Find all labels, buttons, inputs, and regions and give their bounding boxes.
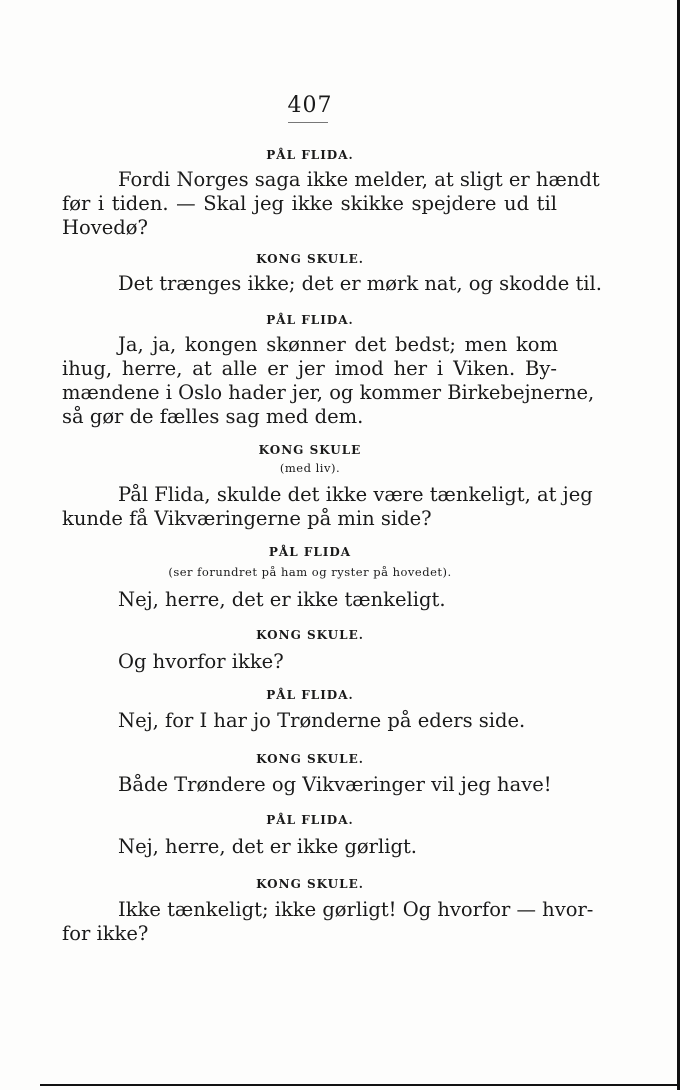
text-line: Nej, herre, det er ikke tænkeligt. bbox=[118, 588, 446, 611]
speaker-label: KONG SKULE bbox=[258, 443, 362, 457]
speaker-label: KONG SKULE. bbox=[256, 752, 364, 766]
stage-direction: (ser forundret på ham og ryster på hovedet). bbox=[168, 565, 452, 579]
speaker-label: PÅL FLIDA. bbox=[266, 688, 354, 702]
page-number-rule bbox=[288, 122, 328, 123]
text-line: Hovedø? bbox=[62, 216, 148, 239]
text-line: kunde få Vikværingerne på min side? bbox=[62, 507, 432, 530]
page-number: 407 bbox=[287, 93, 333, 118]
text-line: Det trænges ikke; det er mørk nat, og skodde til. bbox=[118, 272, 602, 295]
text-line: Pål Flida, skulde det ikke være tænkeligt, at jeg bbox=[118, 483, 593, 506]
speaker-label: KONG SKULE. bbox=[256, 252, 364, 266]
text-line: Nej, for I har jo Trønderne på eders side. bbox=[118, 709, 526, 732]
text-line: Ja, ja, kongen skønner det bedst; men kom bbox=[118, 333, 558, 356]
speaker-label: PÅL FLIDA. bbox=[266, 313, 354, 327]
text-line: ihug, herre, at alle er jer imod her i Viken. By- bbox=[62, 357, 557, 380]
text-line: Nej, herre, det er ikke gørligt. bbox=[118, 835, 417, 858]
speaker-label: PÅL FLIDA. bbox=[266, 813, 354, 827]
speaker-label: KONG SKULE. bbox=[256, 877, 364, 891]
speaker-label: KONG SKULE. bbox=[256, 628, 364, 642]
text-line: så gør de fælles sag med dem. bbox=[62, 405, 364, 428]
text-line: Og hvorfor ikke? bbox=[118, 650, 284, 673]
text-line: Ikke tænkeligt; ikke gørligt! Og hvorfor — hvor- bbox=[118, 898, 594, 921]
stage-direction: (med liv). bbox=[279, 461, 341, 475]
scan-edge-bottom bbox=[40, 1084, 680, 1086]
text-line: Fordi Norges saga ikke melder, at sligt er hændt bbox=[118, 168, 600, 191]
speaker-label: PÅL FLIDA. bbox=[266, 148, 354, 162]
text-line: mændene i Oslo hader jer, og kommer Birkebejnerne, bbox=[62, 381, 595, 404]
text-line: Både Trøndere og Vikværinger vil jeg have! bbox=[118, 773, 552, 796]
text-line: for ikke? bbox=[62, 922, 149, 945]
speaker-label: PÅL FLIDA bbox=[268, 545, 352, 559]
text-line: før i tiden. — Skal jeg ikke skikke spejdere ud til bbox=[62, 192, 557, 215]
